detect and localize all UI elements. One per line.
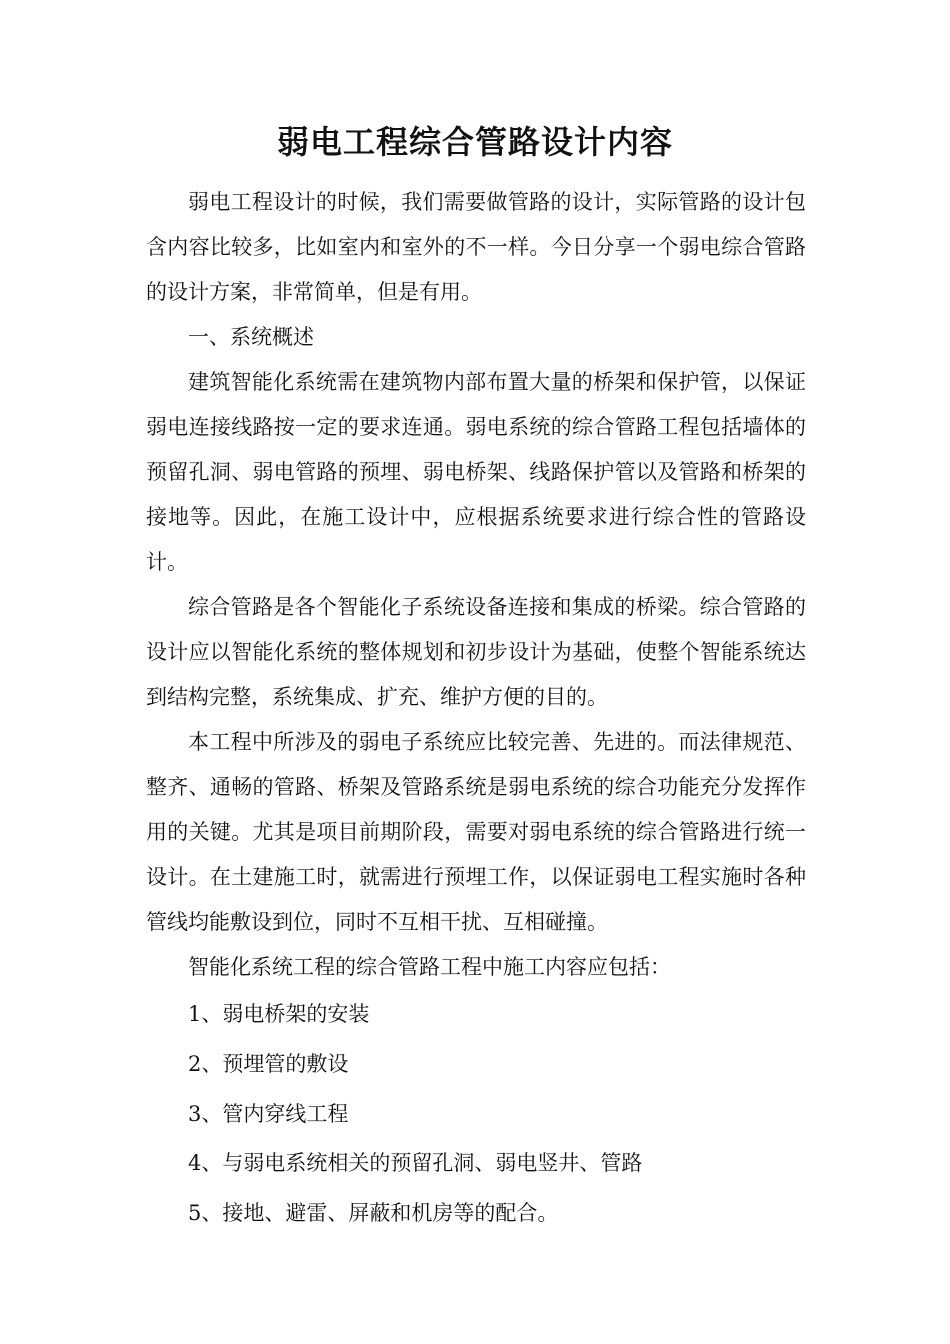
list-item: 3、管内穿线工程 bbox=[188, 1101, 349, 1126]
paragraph-construction-scope: 智能化系统工程的综合管路工程中施工内容应包括： bbox=[188, 955, 671, 979]
intro-paragraph: 弱电工程设计的时候，我们需要做管路的设计，实际管路的设计包含内容比较多，比如室内和室外的不一样。今日分享一个弱电综合管路的设计方案，非常简单，但是有用。 bbox=[146, 190, 806, 304]
document-title: 弱电工程综合管路设计内容 bbox=[276, 123, 673, 161]
list-item: 4、与弱电系统相关的预留孔洞、弱电竖井、管路 bbox=[188, 1151, 643, 1176]
paragraph-building-intelligence: 建筑智能化系统需在建筑物内部布置大量的桥架和保护管，以保证弱电连接线路按一定的要求连通。弱电系统的综合管路工程包括墙体的预留孔洞、弱电管路的预埋、弱电桥架、线路保护管以及管路和桥架的接地等。因此，在施工设计中，应根据系统要求进行综合性的管路设计。 bbox=[146, 370, 806, 574]
paragraph-integrated-pipeline: 综合管路是各个智能化子系统设备连接和集成的桥梁。综合管路的设计应以智能化系统的整体规划和初步设计为基础，使整个智能系统达到结构完整，系统集成、扩充、维护方便的目的。 bbox=[146, 595, 806, 709]
list-item: 2、预埋管的敷设 bbox=[188, 1051, 349, 1076]
paragraph-project-subsystems: 本工程中所涉及的弱电子系统应比较完善、先进的。而法律规范、整齐、通畅的管路、桥架及管路系统是弱电系统的综合功能充分发挥作用的关键。尤其是项目前期阶段，需要对弱电系统的综合管路进行统一设计。在土建施工时，就需进行预埋工作，以保证弱电工程实施时各种管线均能敷设到位，同时不互相干扰、互相碰撞。 bbox=[146, 730, 806, 934]
list-item: 5、接地、避雷、屏蔽和机房等的配合。 bbox=[188, 1201, 559, 1226]
list-item: 1、弱电桥架的安装 bbox=[188, 1002, 370, 1026]
section-heading-system-overview: 一、系统概述 bbox=[188, 325, 314, 349]
construction-items-list bbox=[146, 990, 806, 1239]
document-body bbox=[146, 180, 806, 1239]
